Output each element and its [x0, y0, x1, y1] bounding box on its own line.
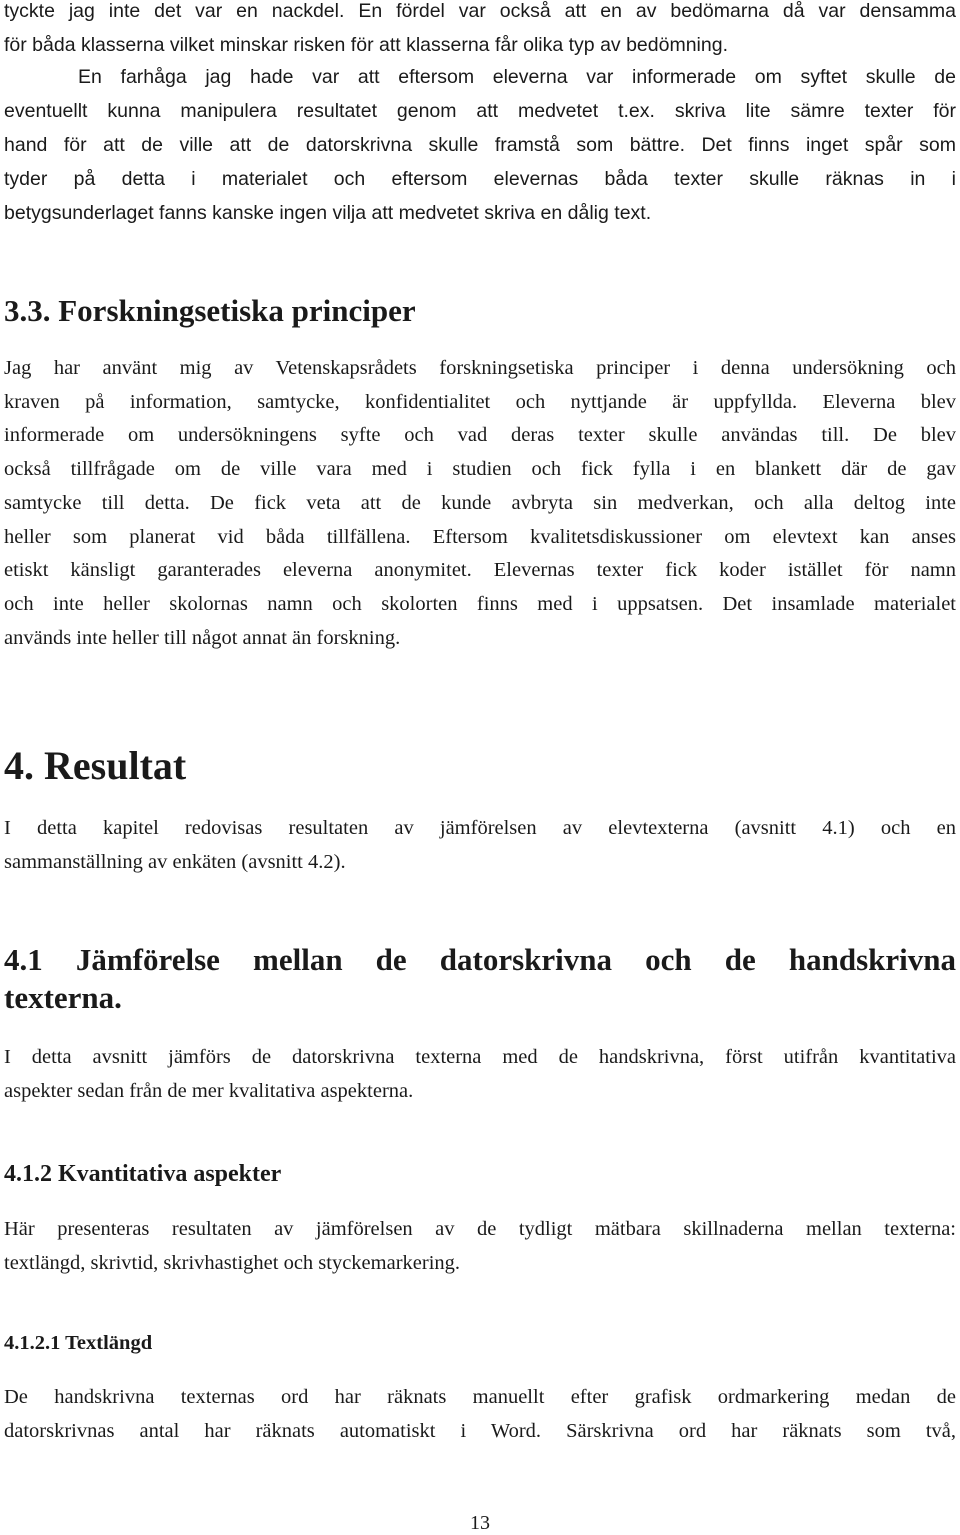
subsection-heading: 4.1.2 Kvantitativa aspekter	[4, 1161, 282, 1187]
text-line: I detta kapitel redovisas resultaten av jämförelsen av elevtexterna (avsnitt 4.1) och en	[4, 817, 956, 839]
paragraph	[4, 1213, 956, 1280]
text-line: eventuellt kunna manipulera resultatet genom att medvetet t.ex. skriva lite sämre texter för	[4, 100, 956, 122]
paragraph	[4, 1381, 956, 1448]
text-line: och inte heller skolornas namn och skolorten finns med i uppsatsen. Det insamlade materialet	[4, 592, 956, 615]
text-line: I detta avsnitt jämförs de datorskrivna texterna med de handskrivna, först utifrån kvantitativa	[4, 1046, 956, 1068]
text-line: De handskrivna texternas ord har räknats manuellt efter grafisk ordmarkering medan de	[4, 1386, 956, 1408]
paragraph	[4, 812, 956, 879]
text-line: för båda klasserna vilket minskar risken för att klasserna får olika typ av bedömning.	[4, 34, 728, 56]
text-line: heller som planerat vid båda tillfällena. Eftersom kvalitetsdiskussioner om elevtext kan anses	[4, 525, 956, 548]
paragraph	[4, 1041, 956, 1108]
text-line: tyckte jag inte det var en nackdel. En fördel var också att en av bedömarna då var densamma	[4, 0, 956, 22]
text-line: etiskt känsligt garanterades eleverna anonymitet. Elevernas texter fick koder istället för namn	[4, 559, 956, 582]
text-line: kraven på information, samtycke, konfidentialitet och nyttjande är uppfyllda. Eleverna blev	[4, 390, 956, 413]
paragraph	[4, 0, 956, 62]
text-line: används inte heller till något annat än forskning.	[4, 626, 401, 649]
subsubsection-heading: 4.1.2.1 Textlängd	[4, 1332, 153, 1354]
text-line: tyder på detta i materialet och eftersom elevernas båda texter skulle räknas in i	[4, 168, 956, 190]
text-line: Här presenteras resultaten av jämförelsen av de tydligt mätbara skillnaderna mellan texterna:	[4, 1218, 956, 1240]
paragraph	[4, 60, 956, 230]
text-line: informerade om undersökningens syfte och vad deras texter skulle användas till. De blev	[4, 424, 956, 447]
text-line: hand för att de ville att de datorskrivna skulle framstå som bättre. Det finns inget spår som	[4, 134, 956, 156]
text-line: aspekter sedan från de mer kvalitativa aspekterna.	[4, 1079, 414, 1102]
heading-line: texterna.	[4, 980, 122, 1015]
text-line: datorskrivnas antal har räknats automatiskt i Word. Särskrivna ord har räknats som två,	[4, 1419, 956, 1442]
section-heading: 3.3. Forskningsetiska principer	[4, 293, 416, 328]
text-line: betygsunderlaget fanns kanske ingen vilja att medvetet skriva en dålig text.	[4, 202, 652, 224]
text-line: Jag har använt mig av Vetenskapsrådets forskningsetiska principer i denna undersökning och	[4, 357, 956, 379]
text-line: samtycke till detta. De fick veta att de kunde avbryta sin medverkan, och alla deltog inte	[4, 491, 956, 514]
page-number: 13	[470, 1512, 490, 1534]
heading-line: 4.1 Jämförelse mellan de datorskrivna och de handskrivna	[4, 942, 956, 977]
paragraph	[4, 352, 956, 655]
chapter-heading: 4. Resultat	[4, 743, 187, 788]
text-line: också tillfrågade om de ville vara med i studien och fick fylla i en blankett där de gav	[4, 458, 956, 481]
text-line: En farhåga jag hade var att eftersom eleverna var informerade om syftet skulle de	[78, 66, 956, 88]
text-line: sammanställning av enkäten (avsnitt 4.2).	[4, 850, 346, 873]
section-heading	[4, 941, 956, 1017]
text-line: textlängd, skrivtid, skrivhastighet och styckemarkering.	[4, 1251, 461, 1274]
